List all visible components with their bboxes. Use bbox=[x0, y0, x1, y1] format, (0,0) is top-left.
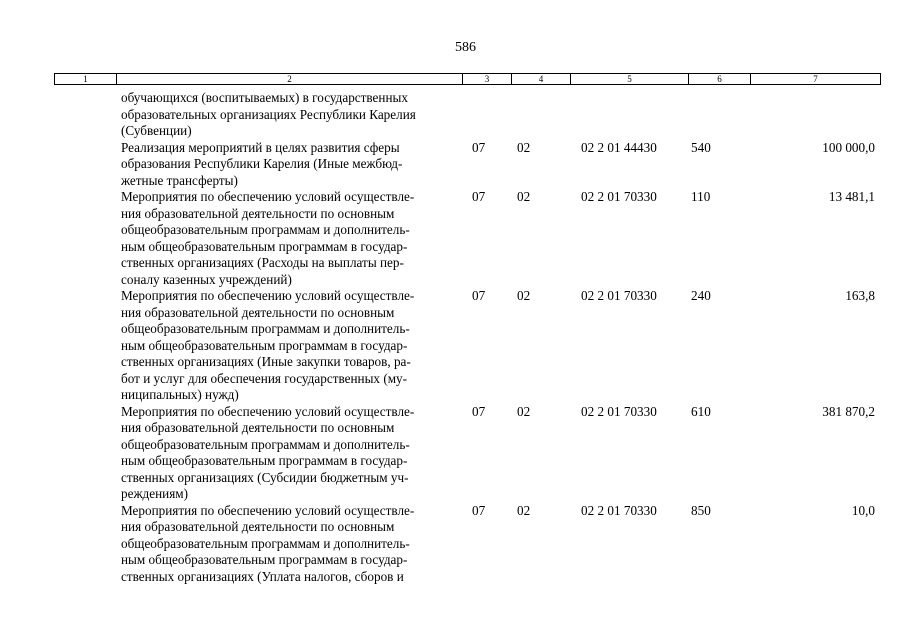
row-expense-type: 110 bbox=[691, 189, 711, 204]
column-header-6: 6 bbox=[689, 74, 751, 85]
row-description: Мероприятия по обеспечению условий осуществле- ния образовательной деятельности по основным общеобразовательным программам и дополнитель- ным общеобразовательным программам в государ- ственных организациях (Субсидии бюджетным уч- реждениям) bbox=[121, 403, 415, 501]
column-header-7: 7 bbox=[751, 74, 881, 85]
row-target-article: 02 2 01 70330 bbox=[581, 403, 657, 419]
row-subsection: 02 bbox=[517, 502, 531, 518]
row-section: 07 bbox=[472, 502, 486, 518]
row-expense-type: 610 bbox=[691, 403, 711, 419]
row-subsection: 02 bbox=[517, 189, 531, 204]
row-expense-type: 240 bbox=[691, 288, 711, 303]
table-row bbox=[0, 503, 905, 586]
row-expense-type: 540 bbox=[691, 139, 711, 155]
row-section: 07 bbox=[472, 288, 486, 303]
row-amount: 381 870,2 bbox=[822, 403, 875, 419]
table-row bbox=[0, 288, 905, 404]
column-header-4: 4 bbox=[512, 74, 571, 85]
row-subsection: 02 bbox=[517, 139, 531, 155]
row-subsection: 02 bbox=[517, 403, 531, 419]
row-amount: 163,8 bbox=[845, 288, 875, 303]
row-target-article: 02 2 01 70330 bbox=[581, 288, 657, 303]
row-amount: 100 000,0 bbox=[822, 139, 875, 155]
column-header-5: 5 bbox=[571, 74, 689, 85]
row-target-article: 02 2 01 44430 bbox=[581, 139, 657, 155]
row-amount: 13 481,1 bbox=[828, 189, 875, 204]
row-expense-type: 850 bbox=[691, 502, 711, 518]
row-subsection: 02 bbox=[517, 288, 531, 303]
continuation-description: обучающихся (воспитываемых) в государственных образовательных организациях Республики Карелия (Субвенции) bbox=[121, 90, 416, 138]
table-row bbox=[0, 140, 905, 190]
row-section: 07 bbox=[472, 189, 486, 204]
row-description: Реализация мероприятий в целях развития сферы образования Республики Карелия (Иные межбюд- жетные трансферты) bbox=[121, 139, 403, 188]
row-amount: 10,0 bbox=[851, 502, 875, 518]
row-target-article: 02 2 01 70330 bbox=[581, 189, 657, 204]
column-header-1: 1 bbox=[55, 74, 117, 85]
continuation-row bbox=[0, 90, 905, 140]
table-row bbox=[0, 404, 905, 503]
budget-table-body bbox=[0, 90, 905, 585]
column-header-3: 3 bbox=[463, 74, 512, 85]
row-description: Мероприятия по обеспечению условий осуществле- ния образовательной деятельности по основным общеобразовательным программам и дополнитель- ным общеобразовательным программам в государ- ственных организациях (Уплата налогов, сборов и bbox=[121, 502, 415, 584]
page-number: 586 bbox=[455, 40, 476, 55]
row-section: 07 bbox=[472, 139, 486, 155]
row-target-article: 02 2 01 70330 bbox=[581, 502, 657, 518]
row-description: Мероприятия по обеспечению условий осуществле- ния образовательной деятельности по основным общеобразовательным программам и дополнитель- ным общеобразовательным программам в государ- ственных организациях (Иные закупки товаров, ра- бот и услуг для обеспечения государственных (му- ниципальных) нужд) bbox=[121, 288, 415, 402]
column-header-2: 2 bbox=[117, 74, 463, 85]
row-description: Мероприятия по обеспечению условий осуществле- ния образовательной деятельности по основным общеобразовательным программам и дополнитель- ным общеобразовательным программам в государ- ственных организациях (Расходы на выплаты пер- соналу казенных учреждений) bbox=[121, 189, 415, 287]
table-row bbox=[0, 189, 905, 288]
column-header-row bbox=[54, 73, 881, 85]
row-section: 07 bbox=[472, 403, 486, 419]
